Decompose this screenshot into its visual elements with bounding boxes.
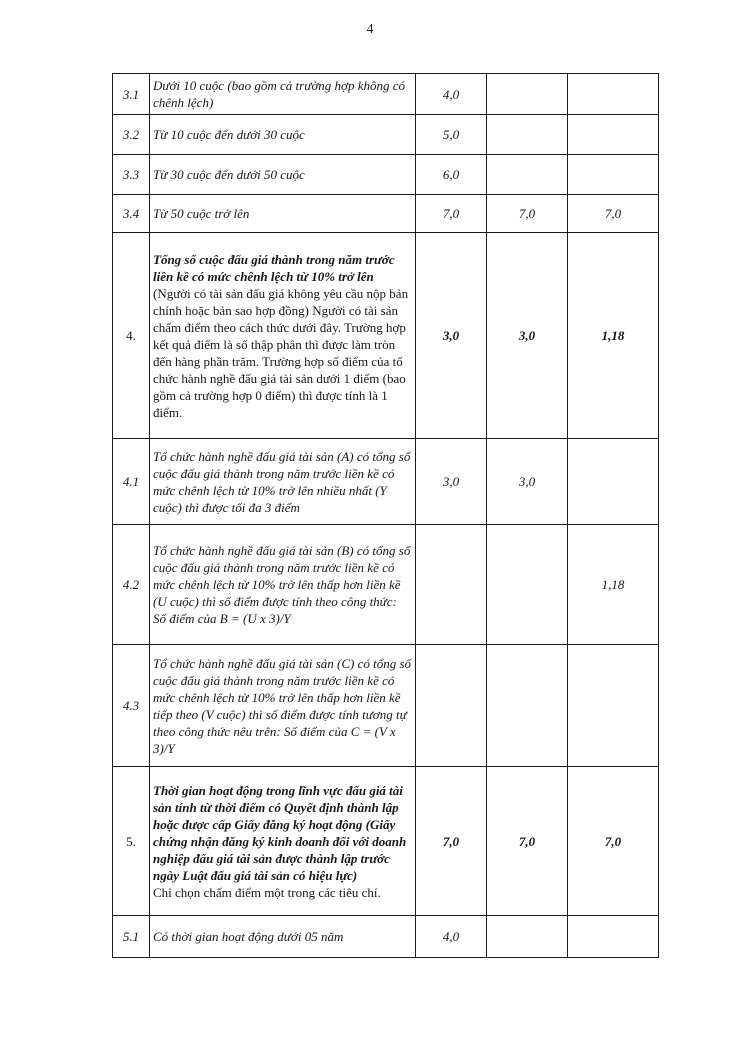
max-score: 5,0 — [416, 115, 487, 155]
criteria-text: Tổ chức hành nghề đấu giá tài sản (C) có tổng số cuộc đấu giá thành trong năm trước liền kề có mức chênh lệch từ 10% trở lên thấp hơn liền kề tiếp theo (V cuộc) thì số điểm được tính tương tự theo công thức nêu trên: Số điểm của C = (V x 3)/Y — [150, 645, 416, 767]
score-b: 1,18 — [568, 525, 659, 645]
row-number: 4.2 — [113, 525, 150, 645]
criteria-text: Từ 50 cuộc trở lên — [150, 195, 416, 233]
score-a: 7,0 — [487, 195, 568, 233]
score-a — [487, 155, 568, 195]
criteria-table — [112, 73, 659, 958]
score-b: 7,0 — [568, 767, 659, 916]
score-a — [487, 525, 568, 645]
criteria-heading: Tổng số cuộc đấu giá thành trong năm trước liền kề có mức chênh lệch từ 10% trở lên — [153, 251, 395, 284]
score-b — [568, 439, 659, 525]
row-number: 4.1 — [113, 439, 150, 525]
criteria-text — [150, 525, 416, 645]
table-row — [113, 525, 659, 645]
score-b — [568, 645, 659, 767]
max-score: 4,0 — [416, 916, 487, 958]
criteria-text: Từ 10 cuộc đến dưới 30 cuộc — [150, 115, 416, 155]
score-b — [568, 115, 659, 155]
max-score — [416, 645, 487, 767]
criteria-text: Từ 30 cuộc đến dưới 50 cuộc — [150, 155, 416, 195]
score-a — [487, 74, 568, 115]
score-a — [487, 115, 568, 155]
score-b — [568, 916, 659, 958]
score-a — [487, 916, 568, 958]
score-a — [487, 645, 568, 767]
formula-text: Số điểm của B = (U x 3)/Y — [153, 611, 291, 626]
table-row — [113, 233, 659, 439]
max-score — [416, 525, 487, 645]
table-row — [113, 74, 659, 115]
criteria-text: Có thời gian hoạt động dưới 05 năm — [150, 916, 416, 958]
max-score: 4,0 — [416, 74, 487, 115]
max-score: 7,0 — [416, 195, 487, 233]
table-row — [113, 115, 659, 155]
score-a: 7,0 — [487, 767, 568, 916]
row-number: 4.3 — [113, 645, 150, 767]
max-score: 3,0 — [416, 439, 487, 525]
row-number: 5. — [113, 767, 150, 916]
max-score: 6,0 — [416, 155, 487, 195]
row-number: 4. — [113, 233, 150, 439]
score-a: 3,0 — [487, 439, 568, 525]
row-number: 3.4 — [113, 195, 150, 233]
max-score: 7,0 — [416, 767, 487, 916]
criteria-text: Dưới 10 cuộc (bao gồm cả trường hợp không có chênh lệch) — [150, 74, 416, 115]
criteria-note: Chỉ chọn chấm điểm một trong các tiêu chí. — [153, 884, 381, 900]
row-number: 5.1 — [113, 916, 150, 958]
page-number: 4 — [366, 22, 374, 37]
criteria-note: (Người có tài sản đấu giá không yêu cầu nộp bản chính hoặc bản sao hợp đồng) Người có tài sản chấm điểm theo cách thức dưới đây. Trường hợp kết quả điểm là số thập phân thì được làm tròn đến hàng phần trăm. Trường hợp số điểm của tổ chức hành nghề đấu giá tài sản dưới 1 điểm (bao gồm cả trường hợp 0 điểm) thì được tính là 1 điểm. — [153, 285, 409, 420]
row-number: 3.1 — [113, 74, 150, 115]
score-b: 1,18 — [568, 233, 659, 439]
criteria-heading: Thời gian hoạt động trong lĩnh vực đấu giá tài sản tính từ thời điểm có Quyết định thành lập hoặc được cấp Giấy đăng ký hoạt động (Giấy chứng nhận đăng ký kinh doanh đối với doanh nghiệp đấu giá tài sản được thành lập trước ngày Luật đấu giá tài sản có hiệu lực) — [153, 782, 407, 883]
score-b: 7,0 — [568, 195, 659, 233]
max-score: 3,0 — [416, 233, 487, 439]
table-row — [113, 195, 659, 233]
score-b — [568, 74, 659, 115]
table-row — [113, 155, 659, 195]
table-row — [113, 645, 659, 767]
row-number: 3.2 — [113, 115, 150, 155]
table-row — [113, 439, 659, 525]
table-row — [113, 767, 659, 916]
criteria-body: Tổ chức hành nghề đấu giá tài sản (B) có tổng số cuộc đấu giá thành trong năm trước liền kề có mức chênh lệch từ 10% trở lên thấp hơn liền kề (U cuộc) thì số điểm được tính theo công thức: — [153, 543, 411, 609]
criteria-text — [150, 233, 416, 439]
score-b — [568, 155, 659, 195]
score-a: 3,0 — [487, 233, 568, 439]
criteria-text — [150, 767, 416, 916]
criteria-text: Tổ chức hành nghề đấu giá tài sản (A) có tổng số cuộc đấu giá thành trong năm trước liền kề có mức chênh lệch từ 10% trở lên nhiều nhất (Y cuộc) thì được tối đa 3 điểm — [150, 439, 416, 525]
row-number: 3.3 — [113, 155, 150, 195]
table-row — [113, 916, 659, 958]
